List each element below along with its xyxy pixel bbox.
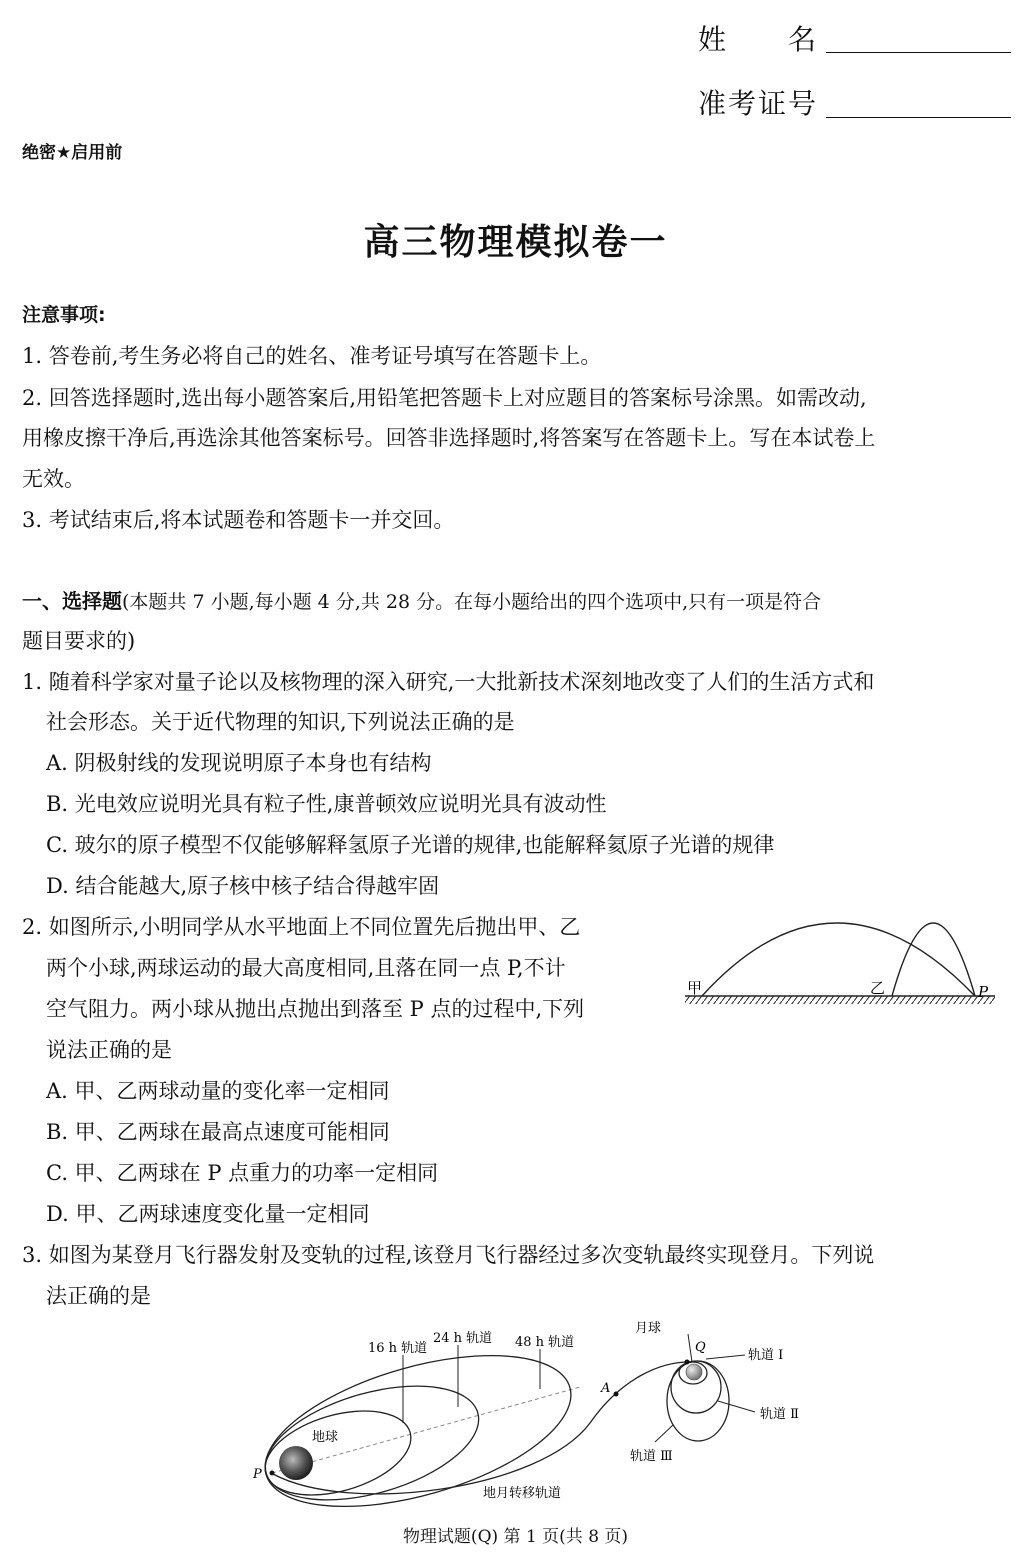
secret-mark: 绝密★启用前 (22, 143, 123, 163)
point-p (270, 1471, 275, 1476)
label-p: P (253, 1467, 262, 1482)
q1-option-a: A. 阴极射线的发现说明原子本身也有结构 (46, 751, 432, 775)
q1-option-c: C. 玻尔的原子模型不仅能够解释氢原子光谱的规律,也能解释氦原子光谱的规律 (46, 833, 775, 857)
q2-stem: 2. 如图所示,小明同学从水平地面上不同位置先后抛出甲、乙 (22, 915, 581, 939)
q2-stem: 两个小球,两球运动的最大高度相同,且落在同一点 P,不计 (46, 956, 566, 980)
label-moon: 月球 (635, 1321, 662, 1336)
label-orbit3: 轨道 Ⅲ (630, 1449, 673, 1464)
label-16h: 16 h 轨道 (368, 1341, 428, 1356)
leader-orbit2 (718, 1401, 755, 1412)
name-field[interactable] (826, 52, 1011, 53)
point-q (685, 1360, 690, 1365)
orbit-24h (252, 1365, 491, 1510)
transfer-orbit (273, 1362, 695, 1494)
point-a (614, 1392, 619, 1397)
page-title: 高三物理模拟卷一 (363, 222, 668, 263)
label-earth: 地球 (312, 1430, 339, 1445)
notice-item: 2. 回答选择题时,选出每小题答案后,用铅笔把答题卡上对应题目的答案标号涂黑。如需改动, (22, 386, 867, 410)
q2-option-c: C. 甲、乙两球在 P 点重力的功率一定相同 (46, 1161, 439, 1185)
ground-hatch (685, 996, 995, 1004)
leader-orbit3 (655, 1425, 673, 1442)
label-orbit1: 轨道 Ⅰ (748, 1348, 784, 1363)
lunar-orbit-figure (240, 1315, 820, 1510)
label-p: P (978, 983, 989, 1001)
notice-item: 用橡皮擦干净后,再选涂其他答案标号。回答非选择题时,将答案写在答题卡上。写在本试卷上 (22, 426, 876, 450)
notice-item: 无效。 (22, 467, 85, 491)
q1-stem: 社会形态。关于近代物理的知识,下列说法正确的是 (46, 710, 515, 734)
label-jia: 甲 (687, 979, 703, 997)
q2-option-a: A. 甲、乙两球动量的变化率一定相同 (46, 1079, 390, 1103)
q2-option-d: D. 甲、乙两球速度变化量一定相同 (46, 1202, 370, 1226)
trajectory-jia (702, 923, 975, 996)
label-q: Q (695, 1340, 706, 1355)
page-footer: 物理试题(Q) 第 1 页(共 8 页) (402, 1527, 629, 1547)
notice-item: 1. 答卷前,考生务必将自己的姓名、准考证号填写在答题卡上。 (22, 344, 602, 368)
q1-option-d: D. 结合能越大,原子核中核子结合得越牢固 (46, 874, 440, 898)
exam-id-label: 准考证号 (698, 87, 819, 120)
name-label: 姓 名 (698, 23, 819, 56)
section-desc: 题目要求的) (22, 629, 136, 653)
label-orbit2: 轨道 Ⅱ (760, 1407, 799, 1422)
earth-icon (279, 1446, 313, 1480)
label-transfer: 地月转移轨道 (483, 1486, 562, 1501)
projectile-figure (680, 905, 1000, 1017)
q3-stem: 法正确的是 (46, 1284, 151, 1308)
label-yi: 乙 (870, 979, 886, 997)
exam-id-field[interactable] (826, 117, 1011, 118)
q1-option-b: B. 光电效应说明光具有粒子性,康普顿效应说明光具有波动性 (46, 792, 607, 816)
label-48h: 48 h 轨道 (515, 1335, 575, 1350)
q2-option-b: B. 甲、乙两球在最高点速度可能相同 (46, 1120, 390, 1144)
section-desc: (本题共 7 小题,每小题 4 分,共 28 分。在每小题给出的四个选项中,只有一项是符合 (122, 591, 822, 613)
notice-item: 3. 考试结束后,将本试题卷和答题卡一并交回。 (22, 508, 455, 532)
section-heading-line (22, 585, 821, 614)
moon-icon (686, 1364, 702, 1380)
q3-stem: 3. 如图为某登月飞行器发射及变轨的过程,该登月飞行器经过多次变轨最终实现登月。下列说 (22, 1243, 875, 1267)
q2-stem: 空气阻力。两小球从抛出点抛出到落至 P 点的过程中,下列 (46, 997, 585, 1021)
leader-orbit1 (706, 1355, 745, 1359)
q1-stem: 1. 随着科学家对量子论以及核物理的深入研究,一大批新技术深刻地改变了人们的生活方式和 (22, 670, 875, 694)
section-heading: 一、选择题 (22, 589, 122, 613)
notice-heading: 注意事项: (22, 304, 106, 326)
label-a: A (601, 1381, 611, 1396)
leader-moon (688, 1334, 692, 1362)
label-24h: 24 h 轨道 (433, 1331, 493, 1346)
q2-stem: 说法正确的是 (46, 1038, 172, 1062)
